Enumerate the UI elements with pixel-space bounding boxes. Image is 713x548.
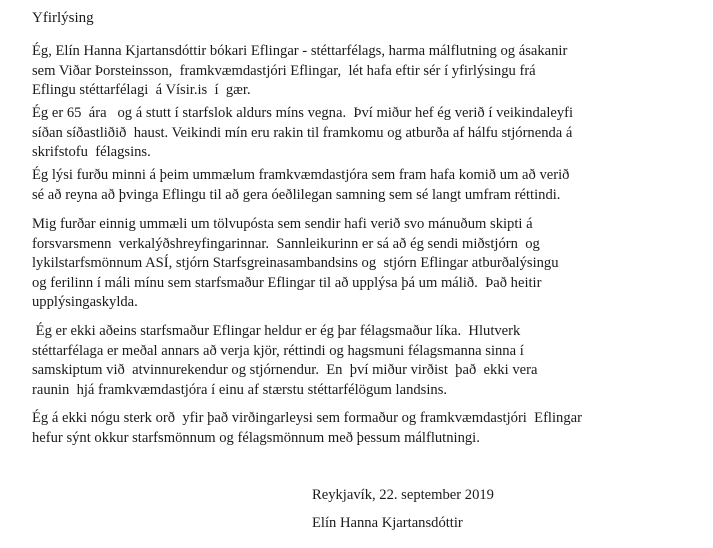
document-title: Yfirlýsing [32,10,94,26]
paragraph-line: upplýsingaskylda. [32,294,138,310]
paragraph-line: Ég er 65 ára og á stutt í starfslok aldurs míns vegna. Því miður hef ég verið í veikindaleyfi [32,105,574,121]
paragraph-line: Ég, Elín Hanna Kjartansdóttir bókari Eflingar - stéttarfélags, harma málflutning og ásakanir [32,43,568,59]
paragraph-line: síðan síðastliðið haust. Veikindi mín eru rakin til framkomu og atburða af hálfu stjórnenda á [32,124,573,141]
signature-name: Elín Hanna Kjartansdóttir [312,515,463,531]
place-date: Reykjavík, 22. september 2019 [312,487,494,503]
paragraph-2 [32,104,573,163]
paragraph-line: hefur sýnt okkur starfsmönnum og félagsmönnum með þessum málflutningi. [32,429,480,446]
paragraph-line: sem Viðar Þorsteinsson, framkvæmdastjóri Eflingar, lét hafa eftir sér í yfirlýsingu frá [32,62,536,79]
paragraph-line: sé að reyna að þvinga Eflingu til að gera óeðlilegan samning sem sé langt umfram réttindi. [32,186,561,203]
paragraph-line: Ég á ekki nógu sterk orð yfir það virðingarleysi sem formaður og framkvæmdastjóri Eflingar [32,410,582,426]
paragraph-6 [32,409,582,448]
paragraph-line: Mig furðar einnig ummæli um tölvupósta sem sendir hafi verið svo mánuðum skipti á [32,216,533,232]
paragraph-5 [32,322,537,400]
paragraph-line: raunin hjá framkvæmdastjóra í einu af stærstu stéttarfélögum landsins. [32,381,448,398]
paragraph-line: lykilstarfsmönnum ASÍ, stjórn Starfsgreinasambandsins og stjórn Eflingar atburðalýsingu [32,255,559,271]
paragraph-line: forsvarsmenn verkalýðshreyfingarinnar. Sannleikurinn er sá að ég sendi miðstjórn og [32,235,540,252]
paragraph-line: stéttarfélaga er meðal annars að verja kjör, réttindi og hagsmuni félagsmanna sinna í [32,342,524,359]
paragraph-line: skrifstofu félagsins. [32,144,151,160]
paragraph-1 [32,42,567,101]
paragraph-line: Ég lýsi furðu minni á þeim ummælum framkvæmdastjóra sem fram hafa komið um að verið [32,167,570,183]
paragraph-4 [32,215,559,313]
paragraph-line: og ferilinn í máli mínu sem starfsmaður Eflingar til að upplýsa þá um málið. Það heitir [32,274,542,291]
paragraph-line: samskiptum við atvinnurekendur og stjórnendur. En því miður virðist það ekki vera [32,362,538,378]
paragraph-line: Ég er ekki aðeins starfsmaður Eflingar heldur er ég þar félagsmaður líka. Hlutverk [32,323,521,339]
paragraph-line: Eflingu stéttarfélagi á Vísir.is í gær. [32,82,251,98]
paragraph-3 [32,166,569,205]
